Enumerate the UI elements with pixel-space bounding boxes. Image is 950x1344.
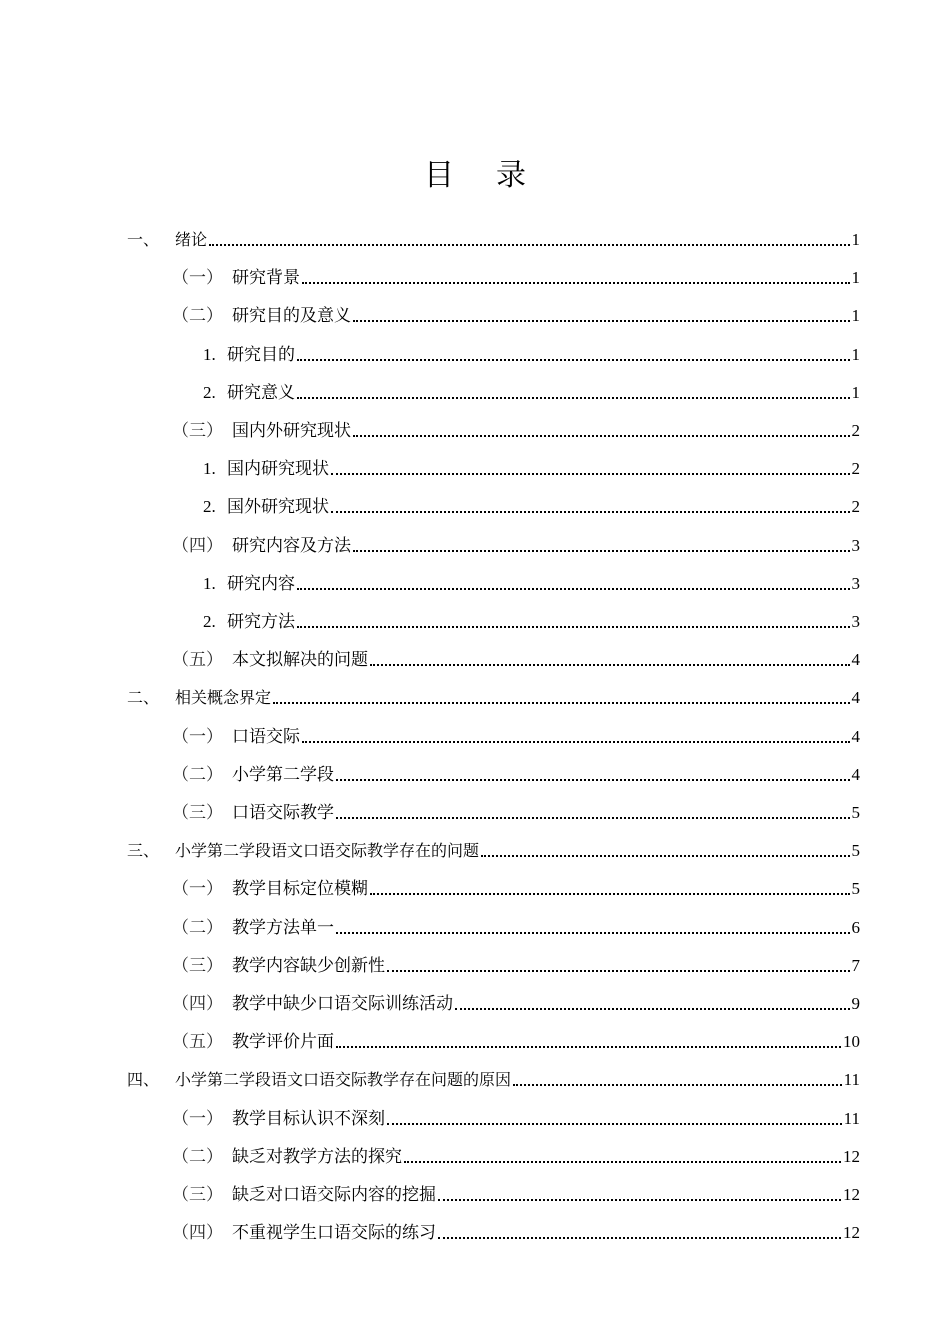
dot-leader [273,701,849,704]
toc-entry[interactable] [203,487,860,517]
toc-entry-page-number: 3 [851,535,860,555]
toc-entry-page-number: 12 [843,1146,860,1166]
dot-leader [336,1045,841,1048]
toc-entry-page-number: 9 [851,994,860,1013]
toc-entry-number: 1. [203,459,216,479]
dot-leader [513,1083,842,1086]
toc-entry[interactable] [172,755,860,785]
toc-entry-number: 二、 [127,688,160,708]
dot-leader [336,931,850,934]
dot-leader [438,1236,841,1239]
toc-entry-page-number: 5 [851,879,860,899]
toc-entry[interactable] [203,602,860,632]
toc-entry-page-number: 2 [851,497,860,517]
toc-entry-title: 缺乏对口语交际内容的挖掘 [232,1185,436,1205]
toc-entry[interactable] [172,526,860,556]
toc-entry-number: （四） [172,1223,223,1244]
toc-entry-page-number: 12 [843,1185,860,1204]
toc-entry[interactable] [127,1060,860,1090]
toc-entry-title: 国内研究现状 [227,459,329,480]
dot-leader [353,434,850,437]
toc-entry-page-number: 7 [851,955,860,975]
toc-entry[interactable] [172,1137,860,1167]
toc-entry-page-number: 1 [851,382,860,402]
dot-leader [455,1007,850,1010]
toc-entry[interactable] [203,373,860,403]
toc-entry[interactable] [172,717,860,747]
toc-entry-title: 教学评价片面 [232,1032,334,1053]
toc-entry-number: （三） [172,1185,223,1205]
toc-entry-number: 2. [203,382,216,402]
toc-entry-title: 本文拟解决的问题 [232,650,368,671]
toc-entry-page-number: 4 [851,650,860,670]
dot-leader [387,1122,842,1125]
toc-entry-title: 教学目标定位模糊 [232,879,368,900]
dot-leader [297,587,850,590]
toc-entry-page-number: 6 [851,917,860,937]
toc-entry-page-number: 3 [851,612,860,631]
toc-entry-page-number: 4 [851,764,860,784]
toc-entry-page-number: 11 [843,1108,860,1128]
toc-entry[interactable] [172,984,860,1014]
toc-entry-number: 2. [203,612,216,631]
toc-entry-title: 口语交际 [232,726,300,747]
toc-entry[interactable] [172,793,860,823]
toc-entry[interactable] [203,449,860,479]
dot-leader [336,816,850,819]
toc-entry[interactable] [127,678,860,708]
toc-entry-title: 绪论 [175,230,208,249]
toc-entry-page-number: 2 [851,459,860,479]
toc-entry-title: 国内外研究现状 [232,421,351,441]
toc-entry[interactable] [172,869,860,899]
toc-entry-number: （一） [172,726,223,747]
title-char-1: 目 [424,158,454,193]
toc-entry[interactable] [172,1175,860,1205]
dot-leader [297,625,850,628]
toc-entry-title: 研究背景 [232,268,300,289]
toc-entry-title: 研究目的 [227,344,295,365]
toc-entry-page-number: 10 [843,1032,860,1052]
toc-entry-title: 研究方法 [227,612,295,632]
toc-entry-title: 教学中缺少口语交际训练活动 [232,994,453,1014]
toc-entry-page-number: 4 [851,726,860,746]
toc-entry[interactable] [127,220,860,250]
toc-entry[interactable] [172,640,860,670]
toc-entry-title: 不重视学生口语交际的练习 [232,1223,436,1244]
toc-entry[interactable] [172,1213,860,1243]
dot-leader [331,472,850,475]
title-char-2: 录 [496,158,526,193]
toc-entry-number: （一） [172,879,223,900]
dot-leader [404,1160,841,1163]
dot-leader [481,854,849,857]
dot-leader [302,740,850,743]
toc-entry[interactable] [172,1022,860,1052]
dot-leader [387,969,850,972]
toc-entry-page-number: 5 [851,841,860,861]
toc-entry-title: 缺乏对教学方法的探究 [232,1146,402,1167]
dot-leader [297,358,850,361]
toc-entry-title: 相关概念界定 [175,688,272,708]
toc-entry-number: （五） [172,650,223,671]
toc-entry-title: 研究意义 [227,382,295,403]
toc-entry-title: 研究内容及方法 [232,535,351,556]
dot-leader [336,778,850,781]
toc-entry-number: 2. [203,497,216,517]
toc-entry-page-number: 1 [851,344,860,364]
toc-entry-title: 口语交际教学 [232,803,334,823]
toc-entry-number: （四） [172,994,223,1014]
toc-entry-number: （四） [172,535,223,556]
toc-entry-title: 教学内容缺少创新性 [232,955,385,976]
dot-leader [331,510,850,513]
toc-entry-page-number: 2 [851,421,860,440]
dot-leader [302,281,850,284]
dot-leader [438,1198,841,1201]
toc-entry-page-number: 3 [851,573,860,593]
toc-entry-number: （一） [172,1108,223,1129]
toc-entry[interactable] [172,908,860,938]
toc-entry[interactable] [203,335,860,365]
dot-leader [297,396,850,399]
toc-entry-number: （三） [172,803,223,823]
toc-entry-number: （一） [172,268,223,289]
dot-leader [370,892,850,895]
toc-entry[interactable] [172,296,860,326]
toc-entry[interactable] [172,411,860,441]
toc-entry-title: 小学第二学段语文口语交际教学存在问题的原因 [175,1070,512,1090]
toc-entry-title: 教学目标认识不深刻 [232,1108,385,1129]
toc-entry-page-number: 1 [851,268,860,288]
toc-entry-number: 三、 [127,841,160,861]
toc-entry[interactable] [203,564,860,594]
toc-entry[interactable] [172,1099,860,1129]
toc-entry-number: （三） [172,421,223,441]
toc-entry-title: 小学第二学段 [232,764,334,785]
toc-entry-page-number: 4 [851,688,860,708]
toc-entry-number: 1. [203,573,216,593]
toc-entry-page-number: 11 [843,1070,860,1090]
toc-entry-number: （二） [172,917,223,938]
dot-leader [209,243,849,246]
toc-entry-page-number: 5 [851,803,860,822]
toc-entry-number: 1. [203,344,216,364]
toc-entry[interactable] [127,831,860,861]
toc-entry-page-number: 1 [851,306,860,326]
toc-entry-number: （二） [172,1146,223,1167]
page-title [0,150,950,194]
toc-entry-title: 研究目的及意义 [232,306,351,327]
toc-entry[interactable] [172,258,860,288]
toc-entry-number: 四、 [127,1070,160,1090]
toc-entry-title: 小学第二学段语文口语交际教学存在的问题 [175,841,480,861]
toc-entry-page-number: 1 [851,230,860,249]
toc-entry-title: 教学方法单一 [232,917,334,938]
toc-entry-number: （五） [172,1032,223,1053]
toc-entry-number: 一、 [127,230,160,249]
toc-entry[interactable] [172,946,860,976]
toc-entry-number: （三） [172,955,223,976]
toc-entry-page-number: 12 [843,1223,860,1243]
toc-entry-number: （二） [172,306,223,327]
dot-leader [353,549,850,552]
toc-entry-title: 研究内容 [227,573,295,594]
toc-entry-title: 国外研究现状 [227,497,329,518]
dot-leader [370,663,850,666]
dot-leader [353,319,850,322]
toc-entry-number: （二） [172,764,223,785]
